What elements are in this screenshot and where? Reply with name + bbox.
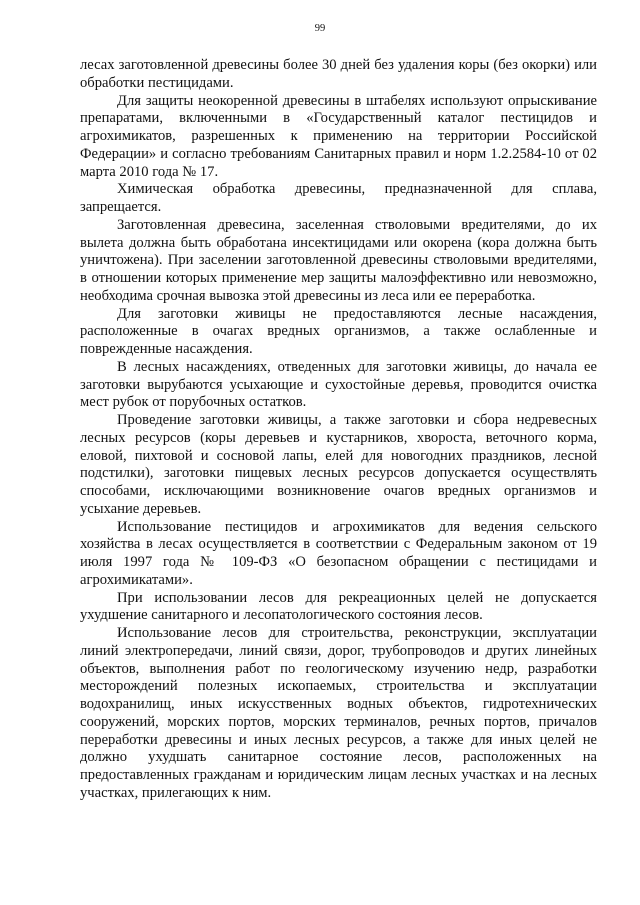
paragraph-resin-restrictions: Для заготовки живицы не предоставляются лесные насаждения, расположенные в очагах вредных организмов, а также ослабленные и поврежденные насаждения. <box>80 305 597 357</box>
paragraph-resin-stand-cleaning: В лесных насаждениях, отведенных для заготовки живицы, до начала ее заготовки вырубаются усыхающие и сухостойные деревья, проводится очистка мест рубок от порубочных остатков. <box>80 358 597 411</box>
paragraph-pesticides-agriculture: Использование пестицидов и агрохимикатов для ведения сельского хозяйства в лесах осуществляется в соответствии с Федеральным законом от 19 июля 1997 года № 109-ФЗ «О безопасном обращении с пестицидами и агрохимикатами». <box>80 518 597 588</box>
paragraph-continued: лесах заготовленной древесины более 30 дней без удаления коры (без окорки) или обработки пестицидами. <box>80 57 597 91</box>
paragraph-chemical-treatment-ban: Химическая обработка древесины, предназначенной для сплава, запрещается. <box>80 181 597 215</box>
document-body <box>80 57 597 803</box>
paragraph-construction-use: Использование лесов для строительства, реконструкции, эксплуатации линий электропередачи, линий связи, дорог, трубопроводов и других линейных объектов, выполнения работ по геологическому изучению недр, разработки месторождений полезных ископаемых, строительства и эксплуатации водохранилищ, иных искусственных водных объектов, гидротехнических сооружений, морских портов, морских терминалов, речных портов, причалов переработки древесины и иных лесных ресурсов, а также для иных целей не должно ухудшать санитарное состояние лесов, расположенных на предоставленных гражданам и юридическим лицам лесных участках и на лесных участках, прилегающих к ним. <box>80 625 597 801</box>
paragraph-non-timber-resources: Проведение заготовки живицы, а также заготовки и сбора недревесных лесных ресурсов (коры деревьев и кустарников, хвороста, веточного корма, еловой, пихтовой и сосновой лапы, елей для новогодних праздников, лесной подстилки), заготовки пищевых лесных ресурсов допускается осуществлять способами, исключающими возникновение очагов вредных организмов и усыхание деревьев. <box>80 412 597 517</box>
paragraph-wood-protection-spraying: Для защиты неокоренной древесины в штабелях используют опрыскивание препаратами, включенными в «Государственный каталог пестицидов и агрохимикатов, разрешенных к применению на территории Российской Федерации» и согласно требованиям Санитарных правил и норм 1.2.2584-10 от 02 марта 2010 года № 17. <box>80 92 597 180</box>
paragraph-recreation: При использовании лесов для рекреационных целей не допускается ухудшение санитарного и лесопатологического состояния лесов. <box>80 589 597 624</box>
page-number: 99 <box>314 23 326 34</box>
paragraph-infested-wood: Заготовленная древесина, заселенная стволовыми вредителями, до их вылета должна быть обработана инсектицидами или окорена (кора должна быть уничтожена). При заселении заготовленной древесины стволовыми вредителями, в отношении которых применение мер защиты малоэффективно или невозможно, необходима срочная вывозка этой древесины из леса или ее переработка. <box>80 216 597 304</box>
